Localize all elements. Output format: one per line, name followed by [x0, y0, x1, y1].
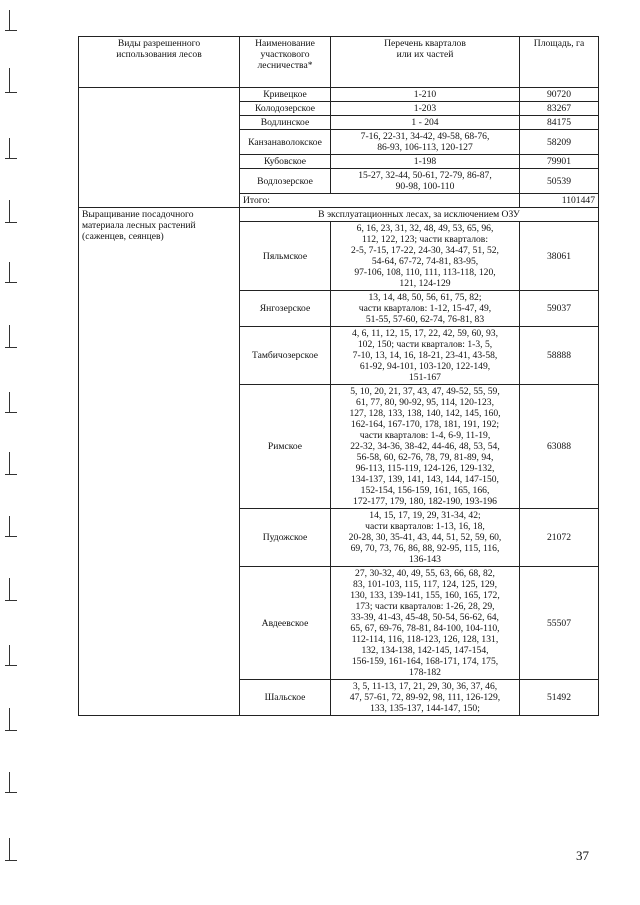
quarters-list: 5, 10, 20, 21, 37, 43, 47, 49-52, 55, 59, 61, 77, 80, 90-92, 95, 114, 120-123, 127, 128, 133, 138, 140, 142, 145, 160, 162-164, 167-170, 178, 181, 191, 192; части кварталов: 1-4, 6-9, 11-19, 22-32, 34-36, 38-42, 44-46, 48, 53, 54, 56-58, 60, 62-76, 78, 79, 81-89, 94, 96-113, 115-119, 124-126, 129-132, 134-137, 139, 141, 143, 144, 147-150, 152-154, 156-159, 161, 165, 166, 172-177, 179, 180, 182-190, 193-196: [331, 385, 520, 509]
use-type-cell: Выращивание посадочного материала лесных растений (саженцев, сеянцев): [79, 208, 240, 716]
quarters-list: 4, 6, 11, 12, 15, 17, 22, 42, 59, 60, 93, 102, 150; части кварталов: 1-3, 5, 7-10, 13, 14, 16, 18-21, 23-41, 43-58, 61-92, 94-101, 103-120, 122-149, 151-167: [331, 327, 520, 385]
forestry-name: Водлинское: [240, 116, 331, 130]
quarters-list: 1-198: [331, 155, 520, 169]
forestry-name: Кривецкое: [240, 88, 331, 102]
binding-margin-marks: [5, 0, 19, 905]
forestry-name: Римское: [240, 385, 331, 509]
area-value: 90720: [520, 88, 599, 102]
quarters-list: 1 - 204: [331, 116, 520, 130]
quarters-list: 15-27, 32-44, 50-61, 72-79, 86-87, 90-98, 100-110: [331, 169, 520, 194]
quarters-list: 27, 30-32, 40, 49, 55, 63, 66, 68, 82, 83, 101-103, 115, 117, 124, 125, 129, 130, 133, 139-141, 155, 160, 165, 172, 173; части кварталов: 1-26, 28, 29, 33-39, 41-43, 45-48, 50-54, 56-62, 64, 65, 67, 69-76, 78-81, 84-100, 104-110, 112-114, 116, 118-123, 126, 128, 131, 132, 134-138, 142-145, 147-154, 156-159, 161-164, 168-171, 174, 175, 178-182: [331, 567, 520, 680]
forestry-name: Пяльмское: [240, 222, 331, 291]
header-quarters-list: Перечень кварталов или их частей: [331, 37, 520, 88]
use-type-cell-empty: [79, 88, 240, 208]
area-value: 55507: [520, 567, 599, 680]
area-value: 79901: [520, 155, 599, 169]
table-header-row: [79, 37, 599, 88]
page-number: 37: [576, 848, 589, 863]
forestry-name: Янгозерское: [240, 291, 331, 327]
area-value: 51492: [520, 680, 599, 716]
table-row: [79, 88, 599, 102]
quarters-list: 6, 16, 23, 31, 32, 48, 49, 53, 65, 96, 112, 122, 123; части кварталов: 2-5, 7-15, 17-22, 24-30, 34-47, 51, 52, 54-64, 67-72, 74-81, 83-95, 97-106, 108, 110, 111, 113-118, 120, 121, 124-129: [331, 222, 520, 291]
area-value: 84175: [520, 116, 599, 130]
quarters-list: 1-203: [331, 102, 520, 116]
quarters-list: 3, 5, 11-13, 17, 21, 29, 30, 36, 37, 46, 47, 57-61, 72, 89-92, 98, 111, 126-129, 133, 135-137, 144-147, 150;: [331, 680, 520, 716]
forestry-name: Тамбичозерское: [240, 327, 331, 385]
forestry-name: Колодозерское: [240, 102, 331, 116]
header-forestry-name: Наименование участкового лесничества*: [240, 37, 331, 88]
quarters-list: 1-210: [331, 88, 520, 102]
quarters-list: 13, 14, 48, 50, 56, 61, 75, 82; части кварталов: 1-12, 15-47, 49, 51-55, 57-60, 62-74, 76-81, 83: [331, 291, 520, 327]
forestry-name: Пудожское: [240, 509, 331, 567]
section-header-row: [79, 208, 599, 222]
forestry-name: Водлозерское: [240, 169, 331, 194]
area-value: 63088: [520, 385, 599, 509]
header-use-type: Виды разрешенного использования лесов: [79, 37, 240, 88]
total-label: Итого:: [240, 194, 520, 208]
area-value: 83267: [520, 102, 599, 116]
forestry-name: Авдеевское: [240, 567, 331, 680]
quarters-list: 14, 15, 17, 19, 29, 31-34, 42; части кварталов: 1-13, 16, 18, 20-28, 30, 35-41, 43, 44, 51, 52, 59, 60, 69, 70, 73, 76, 86, 88, 92-95, 115, 116, 136-143: [331, 509, 520, 567]
area-value: 59037: [520, 291, 599, 327]
forest-use-table: [78, 36, 599, 716]
area-value: 38061: [520, 222, 599, 291]
header-area: Площадь, га: [520, 37, 599, 88]
area-value: 58209: [520, 130, 599, 155]
forestry-name: Шальское: [240, 680, 331, 716]
forestry-name: Кубовское: [240, 155, 331, 169]
area-value: 50539: [520, 169, 599, 194]
quarters-list: 7-16, 22-31, 34-42, 49-58, 68-76, 86-93, 106-113, 120-127: [331, 130, 520, 155]
area-value: 21072: [520, 509, 599, 567]
forestry-name: Канзанаволокское: [240, 130, 331, 155]
area-value: 58888: [520, 327, 599, 385]
total-value: 1101447: [520, 194, 599, 208]
section-header: В эксплуатационных лесах, за исключением ОЗУ: [240, 208, 599, 222]
